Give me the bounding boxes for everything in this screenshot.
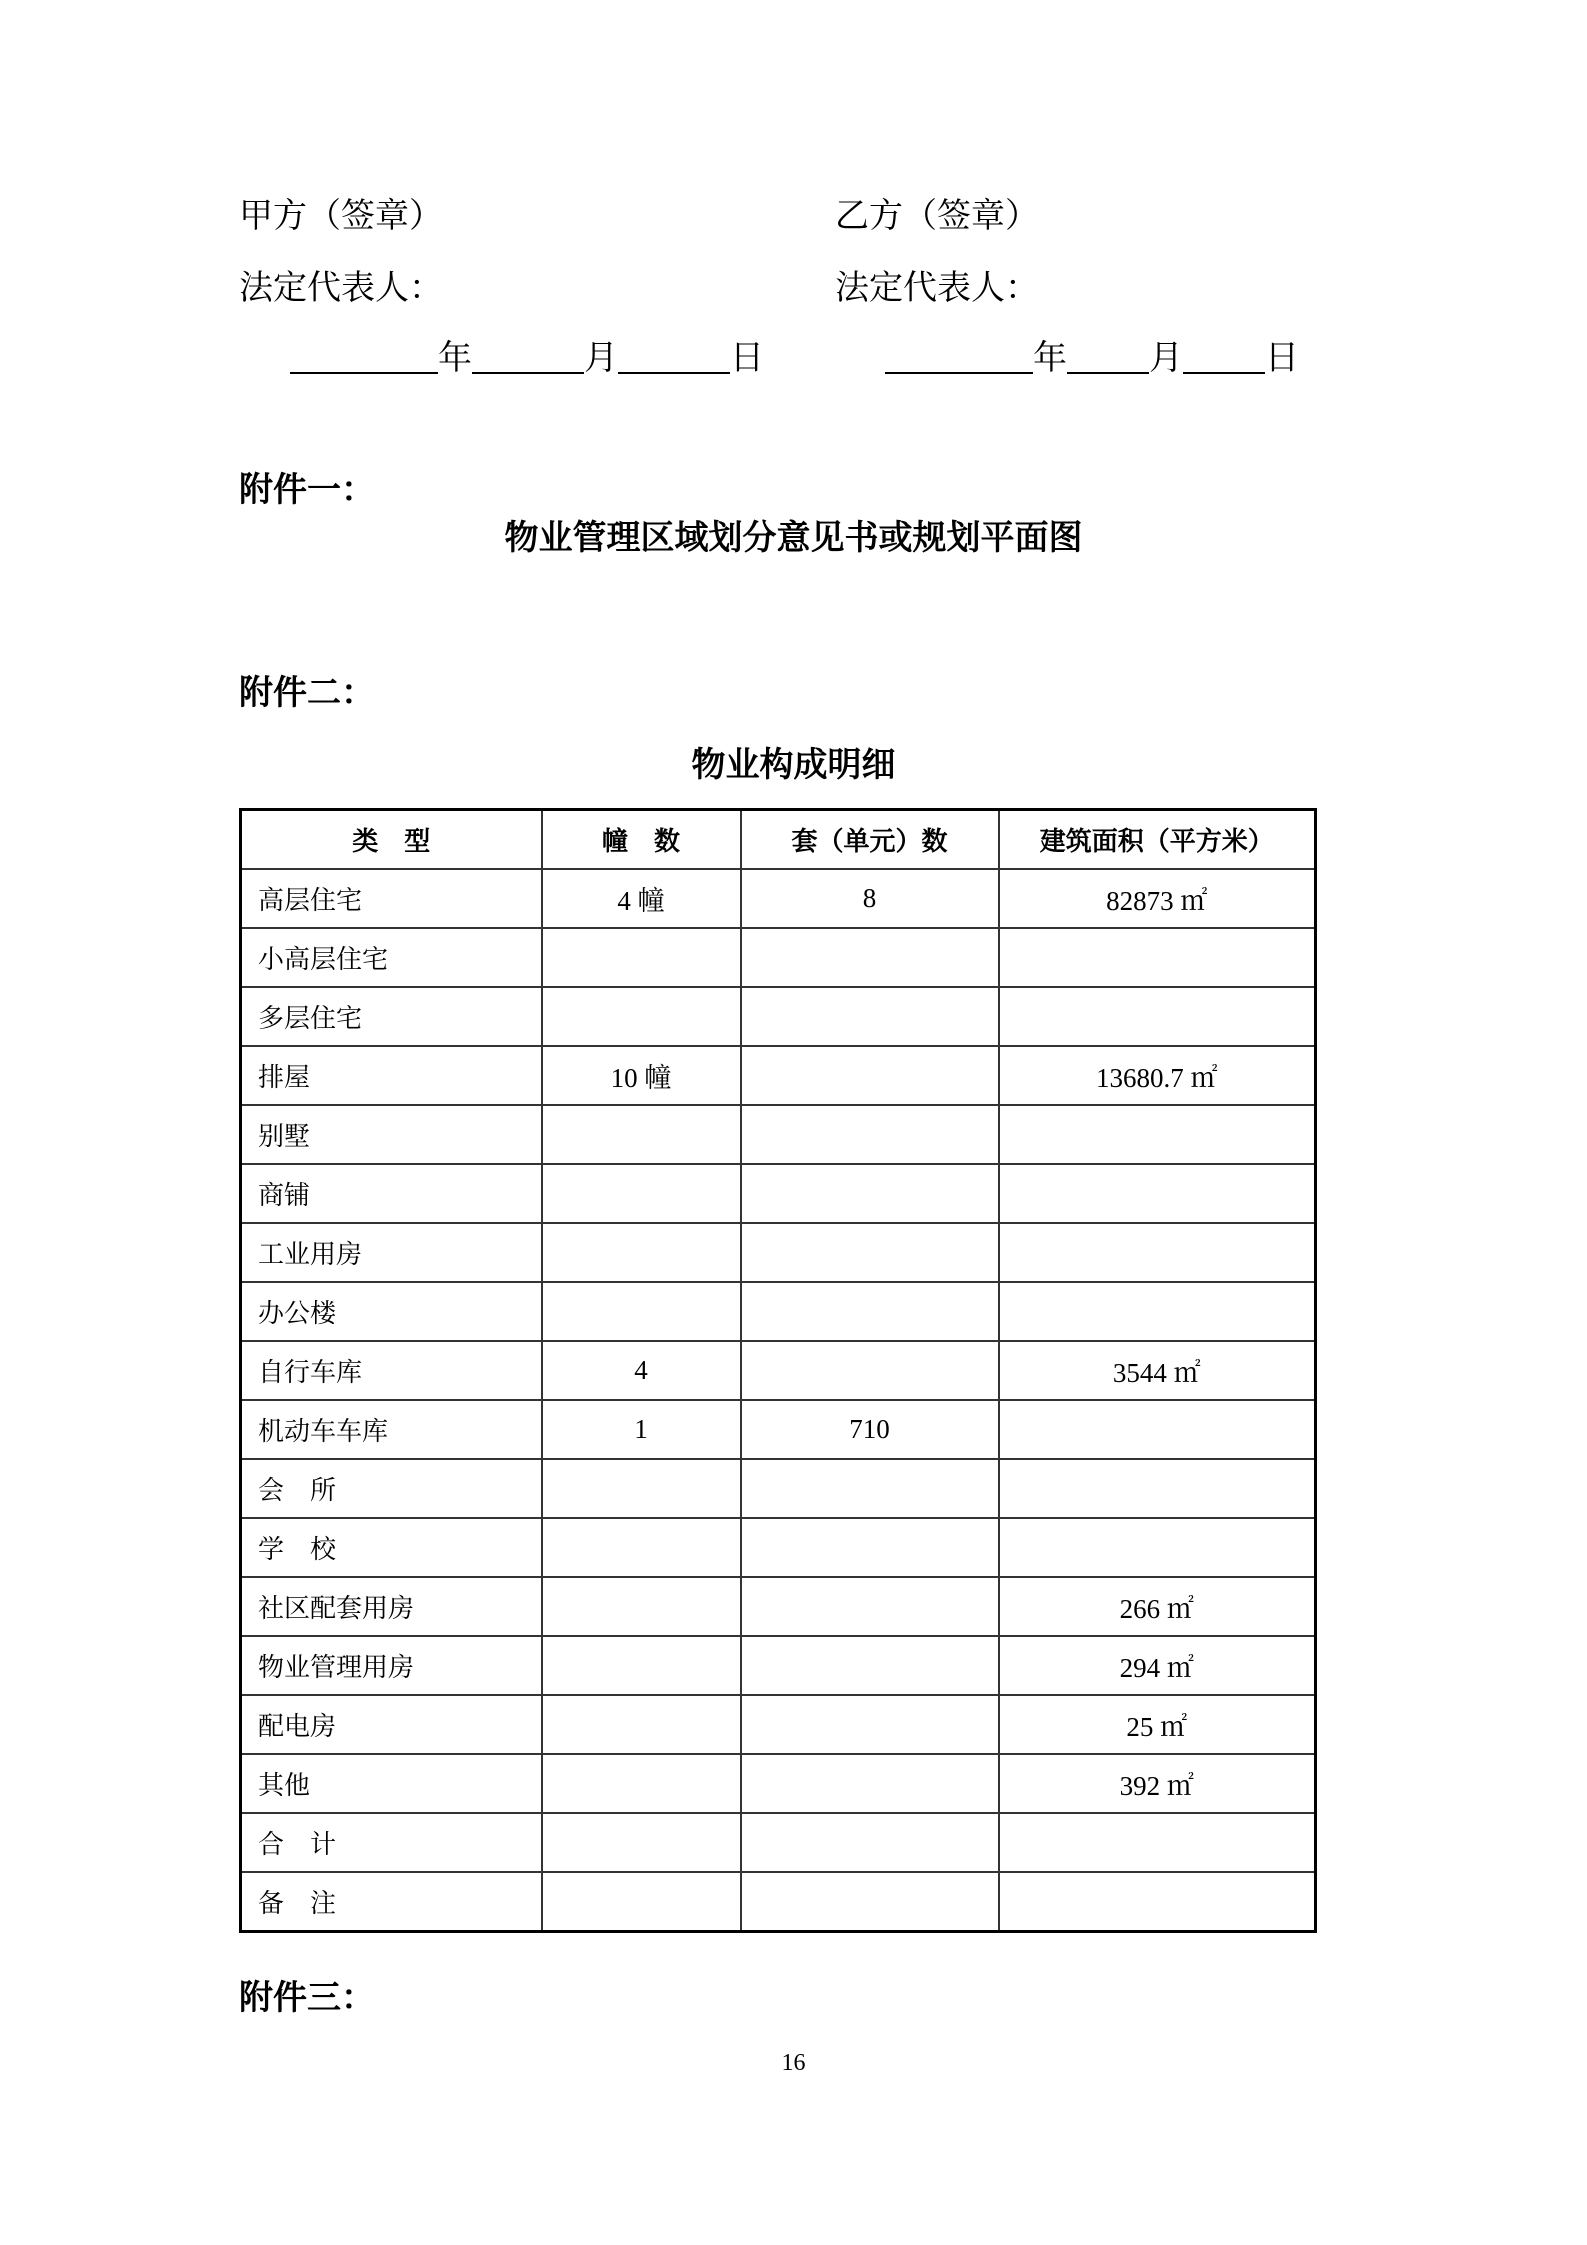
cell-type: 机动车车库 bbox=[241, 1400, 542, 1459]
cell-buildings bbox=[542, 928, 741, 987]
cell-buildings bbox=[542, 1695, 741, 1754]
cell-area bbox=[999, 1105, 1316, 1164]
table-row bbox=[241, 928, 1316, 987]
cell-type: 社区配套用房 bbox=[241, 1577, 542, 1636]
cell-buildings bbox=[542, 1223, 741, 1282]
cell-units bbox=[741, 987, 999, 1046]
cell-units bbox=[741, 1282, 999, 1341]
cell-buildings: 10 幢 bbox=[542, 1046, 741, 1105]
cell-type: 小高层住宅 bbox=[241, 928, 542, 987]
cell-type: 办公楼 bbox=[241, 1282, 542, 1341]
cell-type: 会 所 bbox=[241, 1459, 542, 1518]
table-row bbox=[241, 869, 1316, 928]
cell-units bbox=[741, 1813, 999, 1872]
cell-buildings bbox=[542, 1164, 741, 1223]
cell-buildings: 4 幢 bbox=[542, 869, 741, 928]
table-row bbox=[241, 1636, 1316, 1695]
header-units: 套（单元）数 bbox=[741, 810, 999, 870]
table-row bbox=[241, 1518, 1316, 1577]
year-blank[interactable] bbox=[885, 342, 1033, 374]
party-a-date-line bbox=[290, 338, 764, 378]
cell-area bbox=[999, 1518, 1316, 1577]
header-type: 类 型 bbox=[241, 810, 542, 870]
cell-type: 其他 bbox=[241, 1754, 542, 1813]
cell-type: 合 计 bbox=[241, 1813, 542, 1872]
cell-area bbox=[999, 987, 1316, 1046]
cell-buildings bbox=[542, 1754, 741, 1813]
cell-type: 物业管理用房 bbox=[241, 1636, 542, 1695]
cell-buildings bbox=[542, 987, 741, 1046]
party-b-legal-rep-label: 法定代表人： bbox=[835, 268, 1039, 308]
cell-units bbox=[741, 1695, 999, 1754]
table-row bbox=[241, 1223, 1316, 1282]
cell-buildings bbox=[542, 1282, 741, 1341]
cell-type: 工业用房 bbox=[241, 1223, 542, 1282]
header-area: 建筑面积（平方米） bbox=[999, 810, 1316, 870]
cell-units bbox=[741, 1105, 999, 1164]
cell-units bbox=[741, 1459, 999, 1518]
annex-2-title: 物业构成明细 bbox=[691, 745, 896, 785]
cell-type: 别墅 bbox=[241, 1105, 542, 1164]
table-row bbox=[241, 1754, 1316, 1813]
table-row bbox=[241, 1813, 1316, 1872]
cell-type: 排屋 bbox=[241, 1046, 542, 1105]
cell-type: 多层住宅 bbox=[241, 987, 542, 1046]
table-row bbox=[241, 1164, 1316, 1223]
annex-2-label: 附件二： bbox=[239, 673, 375, 713]
cell-area bbox=[999, 1223, 1316, 1282]
day-blank[interactable] bbox=[1183, 342, 1265, 374]
cell-area: 3544 ㎡ bbox=[999, 1341, 1316, 1400]
cell-units bbox=[741, 1872, 999, 1932]
cell-buildings bbox=[542, 1518, 741, 1577]
cell-area: 392 ㎡ bbox=[999, 1754, 1316, 1813]
table-row bbox=[241, 1341, 1316, 1400]
header-buildings: 幢 数 bbox=[542, 810, 741, 870]
cell-type: 高层住宅 bbox=[241, 869, 542, 928]
table-row bbox=[241, 1459, 1316, 1518]
cell-buildings bbox=[542, 1872, 741, 1932]
cell-type: 自行车库 bbox=[241, 1341, 542, 1400]
cell-units bbox=[741, 1341, 999, 1400]
cell-buildings bbox=[542, 1105, 741, 1164]
cell-buildings: 4 bbox=[542, 1341, 741, 1400]
cell-units bbox=[741, 1164, 999, 1223]
table-row bbox=[241, 1105, 1316, 1164]
cell-area bbox=[999, 1872, 1316, 1932]
cell-area bbox=[999, 1282, 1316, 1341]
cell-area: 13680.7 ㎡ bbox=[999, 1046, 1316, 1105]
cell-type: 商铺 bbox=[241, 1164, 542, 1223]
table-row bbox=[241, 1577, 1316, 1636]
day-blank[interactable] bbox=[618, 342, 730, 374]
month-blank[interactable] bbox=[472, 342, 584, 374]
cell-buildings: 1 bbox=[542, 1400, 741, 1459]
month-label: 月 bbox=[1149, 338, 1183, 378]
cell-type: 学 校 bbox=[241, 1518, 542, 1577]
cell-area: 266 ㎡ bbox=[999, 1577, 1316, 1636]
cell-units: 710 bbox=[741, 1400, 999, 1459]
cell-units bbox=[741, 1046, 999, 1105]
property-composition-table bbox=[239, 808, 1317, 1933]
year-label: 年 bbox=[1033, 338, 1067, 378]
cell-area bbox=[999, 928, 1316, 987]
cell-area: 294 ㎡ bbox=[999, 1636, 1316, 1695]
month-label: 月 bbox=[584, 338, 618, 378]
party-b-date-line bbox=[885, 338, 1299, 378]
cell-area: 25 ㎡ bbox=[999, 1695, 1316, 1754]
table-row bbox=[241, 1872, 1316, 1932]
party-a-seal-label: 甲方（签章） bbox=[239, 196, 443, 236]
cell-units bbox=[741, 1223, 999, 1282]
year-blank[interactable] bbox=[290, 342, 438, 374]
cell-buildings bbox=[542, 1636, 741, 1695]
day-label: 日 bbox=[1265, 338, 1299, 378]
cell-area bbox=[999, 1164, 1316, 1223]
cell-units bbox=[741, 1577, 999, 1636]
party-b-seal-label: 乙方（签章） bbox=[835, 196, 1039, 236]
party-a-legal-rep-label: 法定代表人： bbox=[239, 268, 443, 308]
year-label: 年 bbox=[438, 338, 472, 378]
table-row bbox=[241, 1400, 1316, 1459]
cell-area: 82873 ㎡ bbox=[999, 869, 1316, 928]
cell-units bbox=[741, 928, 999, 987]
annex-1-label: 附件一： bbox=[239, 470, 375, 510]
cell-buildings bbox=[542, 1459, 741, 1518]
table-row bbox=[241, 1695, 1316, 1754]
cell-units bbox=[741, 1518, 999, 1577]
cell-buildings bbox=[542, 1577, 741, 1636]
cell-units bbox=[741, 1636, 999, 1695]
cell-buildings bbox=[542, 1813, 741, 1872]
page-number: 16 bbox=[781, 2050, 806, 2076]
annex-3-label: 附件三： bbox=[239, 1978, 375, 2018]
cell-units bbox=[741, 1754, 999, 1813]
month-blank[interactable] bbox=[1067, 342, 1149, 374]
table-row bbox=[241, 987, 1316, 1046]
cell-area bbox=[999, 1459, 1316, 1518]
table-header-row bbox=[241, 810, 1316, 870]
cell-units: 8 bbox=[741, 869, 999, 928]
table-row bbox=[241, 1046, 1316, 1105]
day-label: 日 bbox=[730, 338, 764, 378]
annex-1-title: 物业管理区域划分意见书或规划平面图 bbox=[504, 518, 1083, 558]
table-row bbox=[241, 1282, 1316, 1341]
cell-area bbox=[999, 1400, 1316, 1459]
cell-type: 配电房 bbox=[241, 1695, 542, 1754]
cell-type: 备 注 bbox=[241, 1872, 542, 1932]
cell-area bbox=[999, 1813, 1316, 1872]
